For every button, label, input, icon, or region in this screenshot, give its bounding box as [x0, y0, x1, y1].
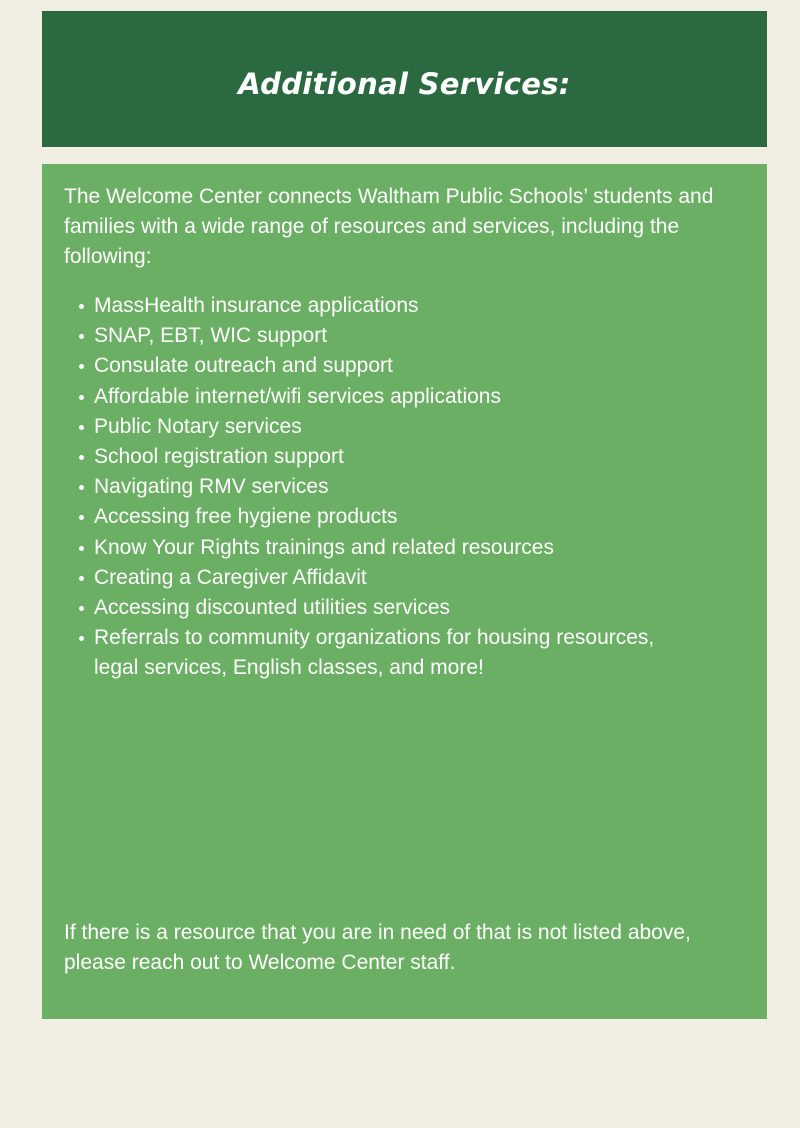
list-item: Accessing free hygiene products	[94, 502, 704, 532]
list-item: MassHealth insurance applications	[94, 291, 704, 321]
list-item: Public Notary services	[94, 412, 704, 442]
list-item: School registration support	[94, 442, 704, 472]
list-item: Creating a Caregiver Affidavit	[94, 563, 704, 593]
list-item: Affordable internet/wifi services applications	[94, 382, 704, 412]
list-item: Referrals to community organizations for housing resources, legal services, English classes, and more!	[94, 623, 704, 683]
list-item: Accessing discounted utilities services	[94, 593, 704, 623]
list-item: Consulate outreach and support	[94, 351, 704, 381]
page-title: Additional Services:	[238, 67, 571, 101]
content-panel	[42, 164, 767, 1019]
services-list	[94, 291, 704, 684]
list-item: Know Your Rights trainings and related resources	[94, 533, 704, 563]
closing-paragraph: If there is a resource that you are in need of that is not listed above, please reach out to Welcome Center staff.	[64, 921, 691, 974]
list-item: Navigating RMV services	[94, 472, 704, 502]
intro-paragraph: The Welcome Center connects Waltham Public Schools’ students and families with a wide range of resources and services, including the following:	[64, 185, 714, 268]
list-item: SNAP, EBT, WIC support	[94, 321, 704, 351]
header-banner	[42, 11, 767, 147]
